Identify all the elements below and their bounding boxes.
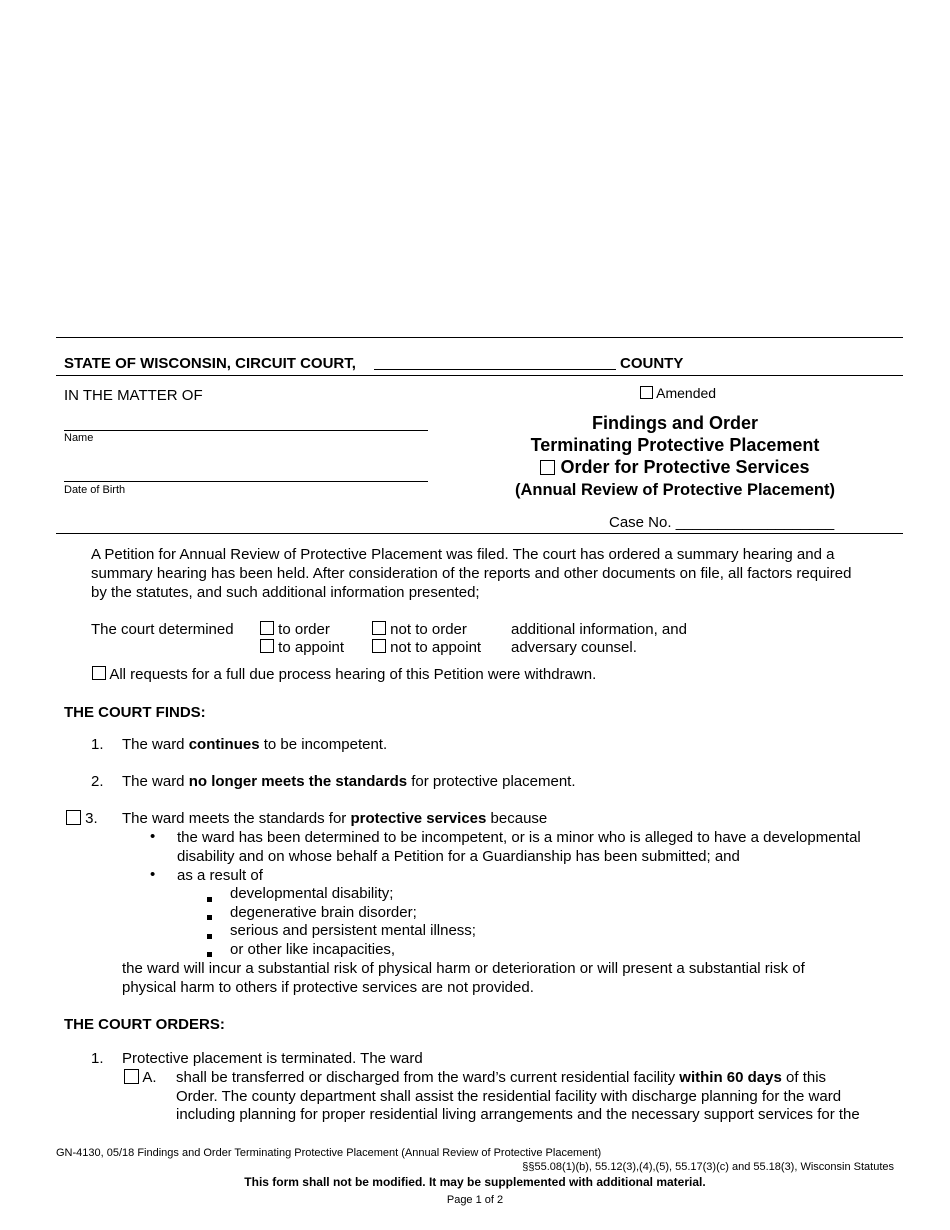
not-to-order-checkbox[interactable]: [372, 621, 386, 635]
in-matter-label: IN THE MATTER OF: [64, 387, 203, 404]
order-1a-option[interactable]: [124, 1068, 157, 1087]
state-court-label: STATE OF WISCONSIN, CIRCUIT COURT,: [64, 355, 356, 372]
court-finds-heading: THE COURT FINDS:: [64, 704, 206, 721]
dob-label: Date of Birth: [64, 484, 126, 496]
statutes: §§55.08(1)(b), 55.12(3),(4),(5), 55.17(3)(c) and 55.18(3), Wisconsin Statutes: [522, 1161, 894, 1173]
finding-3-option[interactable]: [66, 809, 98, 828]
header-rule: [56, 375, 903, 376]
order-1-number: 1.: [91, 1050, 104, 1067]
finding-3-bullet-1-line-1: the ward has been determined to be incompetent, or is a minor who is alleged to have a developmental: [177, 829, 861, 846]
finding-1-number: 1.: [91, 736, 104, 753]
court-orders-heading: THE COURT ORDERS:: [64, 1016, 225, 1033]
finding-3-checkbox[interactable]: [66, 810, 81, 825]
top-rule: [56, 337, 903, 338]
order-1a-line-1: shall be transferred or discharged from the ward’s current residential facility within 60 days of this: [176, 1069, 827, 1086]
protective-services-option[interactable]: [475, 456, 875, 478]
not-to-appoint-label: not to appoint: [390, 639, 482, 656]
order-1a-line-2: Order. The county department shall assist the residential facility with discharge planning for the ward: [176, 1088, 842, 1105]
to-order-label: to order: [278, 621, 330, 638]
to-appoint-checkbox[interactable]: [260, 639, 274, 653]
form-notice: This form shall not be modified. It may be supplemented with additional material.: [244, 1175, 706, 1189]
square-bullet-icon: [207, 926, 212, 944]
form-id: GN-4130, 05/18 Findings and Order Terminating Protective Placement (Annual Review of Protective Placement): [56, 1147, 602, 1159]
withdrawn-checkbox[interactable]: [92, 666, 106, 680]
withdrawn-label: All requests for a full due process hearing of this Petition were withdrawn.: [109, 666, 597, 683]
order-1: Protective placement is terminated. The ward: [122, 1050, 423, 1067]
square-bullet-icon: [207, 889, 212, 907]
name-label: Name: [64, 432, 94, 444]
intro-line-1: A Petition for Annual Review of Protective Placement was filed. The court has ordered a summary hearing and a: [91, 546, 835, 563]
adversary-counsel-label: adversary counsel.: [511, 639, 637, 656]
intro-line-3: by the statutes, and such additional information presented;: [91, 584, 480, 601]
intro-line-2: summary hearing has been held. After consideration of the reports and other documents on file, all factors required: [91, 565, 852, 582]
caption-bottom-rule: [56, 533, 903, 534]
county-blank-line[interactable]: [374, 369, 616, 370]
county-label: COUNTY: [620, 355, 684, 372]
finding-3: The ward meets the standards for protective services because: [122, 810, 548, 827]
not-to-appoint-option[interactable]: [372, 638, 481, 657]
protective-services-title: Order for Protective Services: [560, 457, 810, 477]
not-to-order-label: not to order: [390, 621, 467, 638]
finding-3-bullet-2: as a result of: [177, 867, 263, 884]
bullet-dot-icon: •: [150, 866, 156, 883]
to-order-checkbox[interactable]: [260, 621, 274, 635]
finding-1: The ward continues to be incompetent.: [122, 736, 388, 753]
name-line[interactable]: [64, 430, 428, 431]
order-1a-checkbox[interactable]: [124, 1069, 139, 1084]
not-to-order-option[interactable]: [372, 620, 467, 639]
amended-label: Amended: [656, 385, 717, 401]
protective-services-checkbox[interactable]: [540, 460, 555, 475]
finding-3-number: 3.: [85, 810, 98, 827]
risk-line-1: the ward will incur a substantial risk of physical harm or deterioration or will present a substantial risk of: [122, 960, 805, 977]
order-1a-label: A.: [142, 1069, 157, 1086]
annual-review-title: (Annual Review of Protective Placement): [514, 481, 835, 499]
not-to-appoint-checkbox[interactable]: [372, 639, 386, 653]
case-number[interactable]: Case No. ___________________: [609, 514, 835, 531]
to-appoint-option[interactable]: [260, 638, 344, 657]
page-number: Page 1 of 2: [446, 1194, 504, 1206]
dob-line[interactable]: [64, 481, 428, 482]
finding-2: The ward no longer meets the standards for protective placement.: [122, 773, 576, 790]
bullet-dot-icon: •: [150, 828, 156, 845]
incapacity-1: developmental disability;: [230, 885, 394, 902]
incapacity-2: degenerative brain disorder;: [230, 904, 417, 921]
amended-option[interactable]: [640, 384, 716, 403]
square-bullet-icon: [207, 907, 212, 925]
order-1a-line-3: including planning for proper residential living arrangements and the necessary support services for the: [176, 1106, 860, 1123]
incapacity-3: serious and persistent mental illness;: [230, 922, 476, 939]
to-appoint-label: to appoint: [278, 639, 345, 656]
amended-checkbox[interactable]: [640, 386, 653, 399]
additional-info-label: additional information, and: [511, 621, 687, 638]
incapacity-4: or other like incapacities,: [230, 941, 396, 958]
to-order-option[interactable]: [260, 620, 330, 639]
form-subtitle: Terminating Protective Placement: [530, 435, 820, 455]
finding-3-bullet-1-line-2: disability and on whose behalf a Petition for a Guardianship has been submitted; and: [177, 848, 740, 865]
form-title: Findings and Order: [591, 413, 758, 433]
court-determined-label: The court determined: [91, 621, 234, 638]
finding-2-number: 2.: [91, 773, 104, 790]
risk-line-2: physical harm to others if protective services are not provided.: [122, 979, 534, 996]
withdrawn-option[interactable]: [92, 665, 596, 684]
